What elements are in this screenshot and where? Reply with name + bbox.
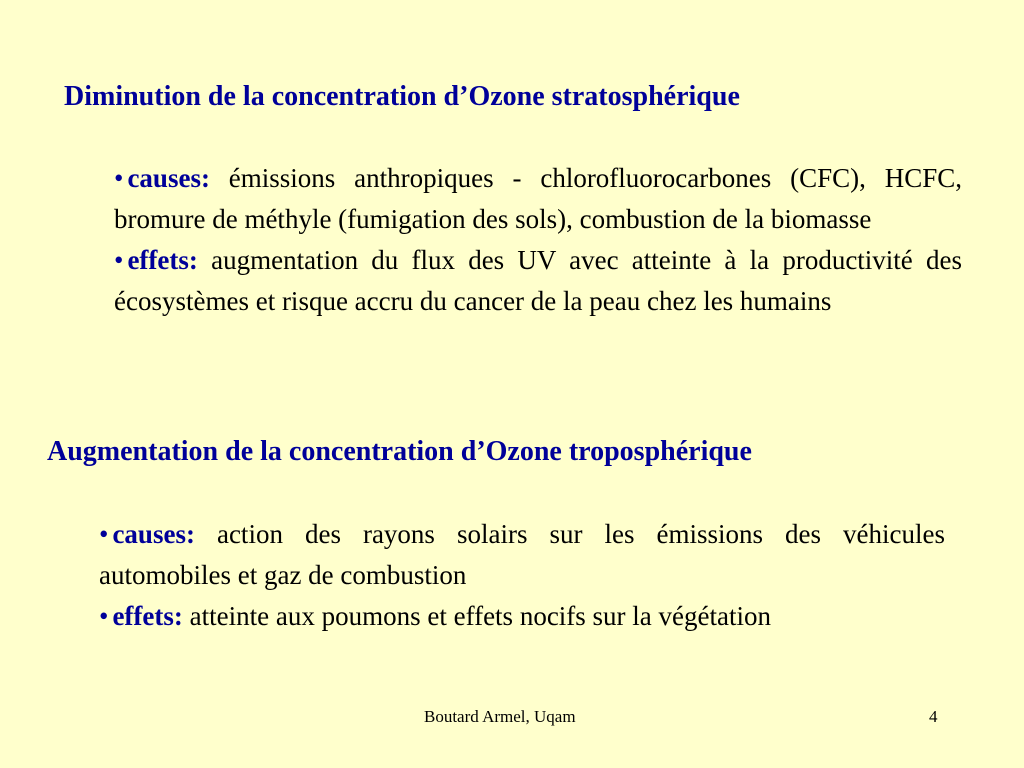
section-heading-tropospheric-ozone: Augmentation de la concentration d’Ozone troposphérique <box>47 436 752 467</box>
bullet-item-causes <box>99 514 945 596</box>
bullet-text-effets: atteinte aux poumons et effets nocifs sur la végétation <box>182 601 771 631</box>
bullet-icon: • <box>114 163 124 193</box>
bullet-text-causes: action des rayons solairs sur les émissions des véhicules automobiles et gaz de combustion <box>99 519 945 590</box>
footer-author: Boutard Armel, Uqam <box>424 707 576 726</box>
bullet-label-causes: causes: <box>112 519 195 549</box>
bullet-label-effets: effets: <box>112 601 183 631</box>
bullet-icon: • <box>99 519 109 549</box>
bullet-list-tropospheric <box>99 514 945 637</box>
bullet-item-effets <box>99 596 945 637</box>
bullet-label-causes: causes: <box>127 163 210 193</box>
bullet-text-effets: augmentation du flux des UV avec atteinte à la productivité des écosystèmes et risque accru du cancer de la peau chez les humains <box>114 245 962 316</box>
bullet-item-effets <box>114 240 962 322</box>
section-heading-stratospheric-ozone: Diminution de la concentration d’Ozone stratosphérique <box>64 81 740 112</box>
bullet-icon: • <box>99 601 109 631</box>
bullet-list-stratospheric <box>114 158 962 322</box>
bullet-item-causes <box>114 158 962 240</box>
bullet-label-effets: effets: <box>127 245 198 275</box>
page-number: 4 <box>929 707 938 726</box>
bullet-icon: • <box>114 245 124 275</box>
bullet-text-causes: émissions anthropiques - chlorofluorocarbones (CFC), HCFC, bromure de méthyle (fumigation des sols), combustion de la biomasse <box>114 163 962 234</box>
